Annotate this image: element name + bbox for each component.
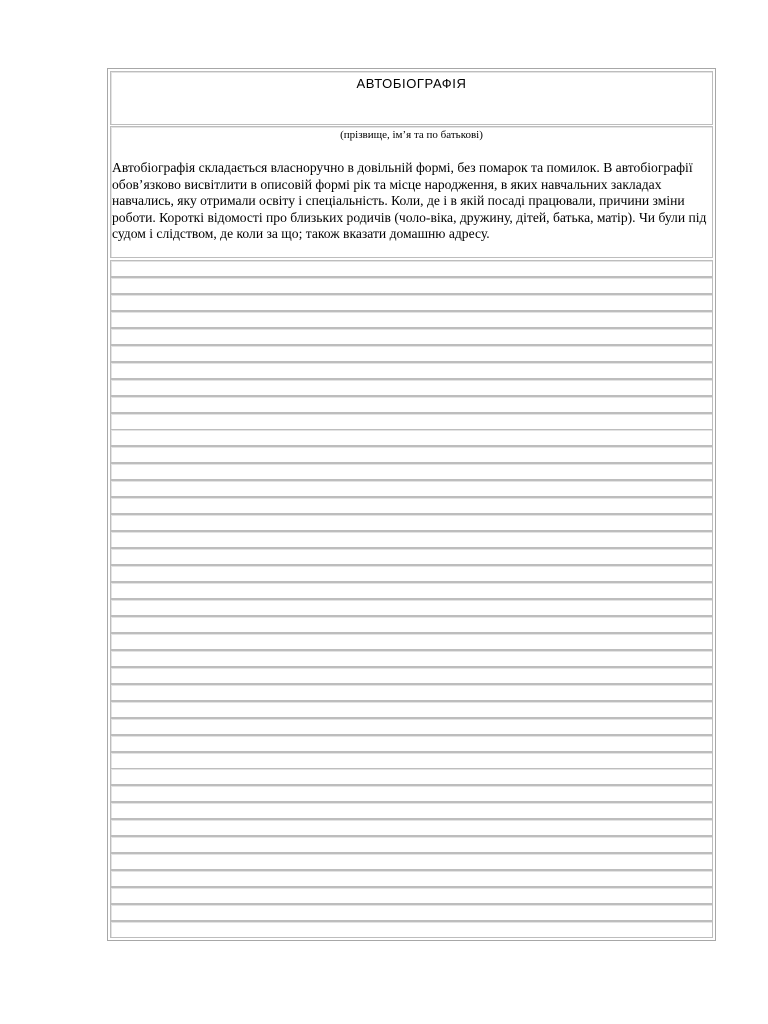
blank-line[interactable]: [110, 752, 713, 769]
form-title: АВТОБІОГРАФІЯ: [356, 76, 467, 91]
full-name-caption: (прізвище, ім’я та по батькові): [340, 129, 483, 141]
blank-line[interactable]: [110, 463, 713, 480]
autobiography-form: [107, 68, 716, 941]
blank-line[interactable]: [110, 260, 713, 277]
blank-line[interactable]: [110, 328, 713, 345]
blank-line[interactable]: [110, 785, 713, 802]
blank-line[interactable]: [110, 362, 713, 379]
blank-line[interactable]: [110, 294, 713, 311]
blank-line[interactable]: [110, 277, 713, 294]
info-cell: [110, 126, 713, 258]
blank-line[interactable]: [110, 446, 713, 463]
blank-line[interactable]: [110, 768, 713, 785]
blank-line[interactable]: [110, 311, 713, 328]
blank-line[interactable]: [110, 853, 713, 870]
blank-line[interactable]: [110, 616, 713, 633]
title-cell: [110, 71, 713, 125]
blank-line[interactable]: [110, 413, 713, 430]
blank-line[interactable]: [110, 396, 713, 413]
blank-line[interactable]: [110, 582, 713, 599]
blank-line[interactable]: [110, 480, 713, 497]
blank-line[interactable]: [110, 667, 713, 684]
blank-line[interactable]: [110, 819, 713, 836]
blank-line[interactable]: [110, 548, 713, 565]
blank-line[interactable]: [110, 701, 713, 718]
blank-line[interactable]: [110, 836, 713, 853]
blank-line[interactable]: [110, 514, 713, 531]
blank-line[interactable]: [110, 565, 713, 582]
blank-line[interactable]: [110, 684, 713, 701]
blank-line[interactable]: [110, 921, 713, 938]
blank-line[interactable]: [110, 599, 713, 616]
blank-line[interactable]: [110, 887, 713, 904]
blank-line[interactable]: [110, 379, 713, 396]
blank-line[interactable]: [110, 904, 713, 921]
blank-line[interactable]: [110, 802, 713, 819]
blank-line[interactable]: [110, 633, 713, 650]
blank-line[interactable]: [110, 650, 713, 667]
blank-line[interactable]: [110, 345, 713, 362]
blank-line[interactable]: [110, 497, 713, 514]
blank-line[interactable]: [110, 531, 713, 548]
blank-line[interactable]: [110, 870, 713, 887]
blank-line[interactable]: [110, 429, 713, 446]
instructions-text: Автобіографія складається власноручно в довільній формі, без помарок та помилок. В автобіографії обов’язково висвітлити в описовій формі рік та місце народження, в яких навчальних закладах навчались, яку отримали освіту і спеціальність. Коли, де і в якій посаді працювали, причини зміни роботи. Короткі відомості про близьких родичів (чоло-віка, дружину, дітей, батька, матір). Чи були під судом і слідством, де коли за що; також вказати домашню адресу.: [112, 160, 707, 241]
blank-line[interactable]: [110, 718, 713, 735]
blank-line[interactable]: [110, 735, 713, 752]
